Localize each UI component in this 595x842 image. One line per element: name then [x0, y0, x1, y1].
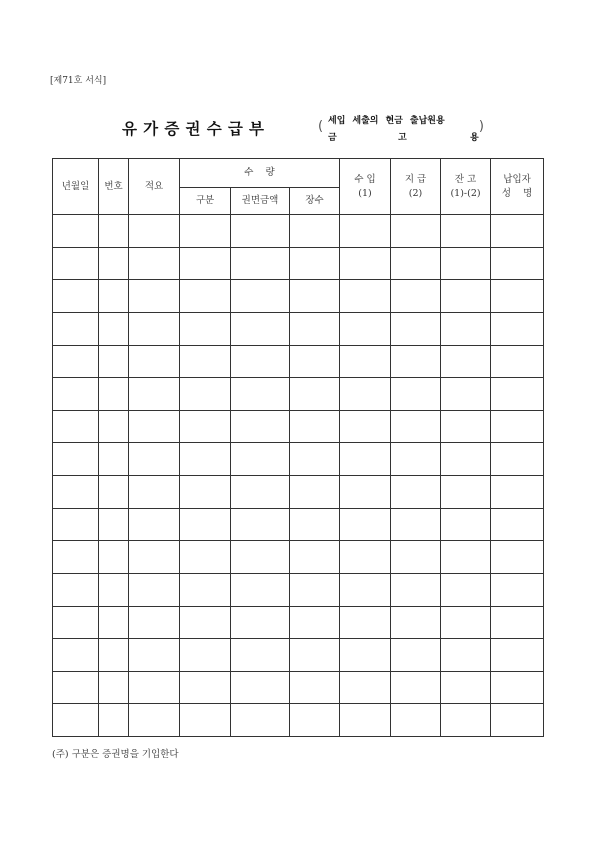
- table-cell[interactable]: [391, 345, 441, 378]
- table-cell[interactable]: [340, 606, 391, 639]
- table-cell[interactable]: [290, 508, 340, 541]
- table-cell[interactable]: [99, 573, 129, 606]
- table-cell[interactable]: [180, 606, 231, 639]
- table-cell[interactable]: [391, 639, 441, 672]
- table-cell[interactable]: [53, 704, 99, 737]
- table-cell[interactable]: [99, 541, 129, 574]
- table-row: [53, 443, 544, 476]
- table-cell[interactable]: [491, 704, 544, 737]
- table-cell[interactable]: [180, 280, 231, 313]
- table-cell[interactable]: [99, 312, 129, 345]
- table-cell[interactable]: [99, 639, 129, 672]
- purpose-word: 세출의: [352, 116, 379, 126]
- table-cell[interactable]: [391, 410, 441, 443]
- table-cell[interactable]: [441, 280, 491, 313]
- close-parenthesis: ): [478, 119, 484, 134]
- table-cell[interactable]: [99, 410, 129, 443]
- table-cell[interactable]: [340, 280, 391, 313]
- table-cell[interactable]: [129, 345, 180, 378]
- table-cell[interactable]: [53, 443, 99, 476]
- securities-ledger-table: [52, 158, 544, 737]
- table-cell[interactable]: [231, 247, 290, 280]
- table-cell[interactable]: [491, 443, 544, 476]
- table-cell[interactable]: [180, 215, 231, 248]
- table-cell[interactable]: [340, 215, 391, 248]
- table-cell[interactable]: [391, 443, 441, 476]
- purpose-word: 출납원용: [409, 116, 445, 126]
- table-cell[interactable]: [441, 476, 491, 509]
- table-cell[interactable]: [290, 443, 340, 476]
- table-cell[interactable]: [180, 476, 231, 509]
- table-cell[interactable]: [290, 639, 340, 672]
- table-row: [53, 312, 544, 345]
- table-cell[interactable]: [180, 378, 231, 411]
- table-cell[interactable]: [99, 443, 129, 476]
- document-title: 유가증권수급부: [122, 120, 271, 138]
- table-cell[interactable]: [340, 378, 391, 411]
- table-cell[interactable]: [290, 247, 340, 280]
- table-cell[interactable]: [491, 508, 544, 541]
- table-cell[interactable]: [180, 639, 231, 672]
- header-category: 구분: [180, 188, 231, 215]
- table-cell[interactable]: [231, 606, 290, 639]
- table-cell[interactable]: [53, 671, 99, 704]
- header-payee: [491, 159, 544, 215]
- table-cell[interactable]: [231, 541, 290, 574]
- table-cell[interactable]: [340, 541, 391, 574]
- table-row: [53, 476, 544, 509]
- table-cell[interactable]: [340, 345, 391, 378]
- table-cell[interactable]: [441, 704, 491, 737]
- table-cell[interactable]: [231, 476, 290, 509]
- table-cell[interactable]: [391, 378, 441, 411]
- table-row: [53, 573, 544, 606]
- table-row: [53, 280, 544, 313]
- table-cell[interactable]: [290, 476, 340, 509]
- header-receipt-formula: (1): [358, 187, 372, 199]
- table-row: [53, 345, 544, 378]
- table-cell[interactable]: [231, 704, 290, 737]
- table-cell[interactable]: [441, 541, 491, 574]
- table-cell[interactable]: [99, 345, 129, 378]
- header-quantity: 수 량: [180, 159, 340, 188]
- table-cell[interactable]: [441, 639, 491, 672]
- table-cell[interactable]: [491, 541, 544, 574]
- table-cell[interactable]: [231, 280, 290, 313]
- table-cell[interactable]: [391, 508, 441, 541]
- table-cell[interactable]: [53, 345, 99, 378]
- table-cell[interactable]: [441, 247, 491, 280]
- open-parenthesis: (: [318, 119, 324, 134]
- table-cell[interactable]: [391, 541, 441, 574]
- table-cell[interactable]: [53, 410, 99, 443]
- table-cell[interactable]: [129, 639, 180, 672]
- usage-purpose-note: [318, 110, 484, 146]
- purpose-word: 용: [470, 133, 479, 143]
- table-cell[interactable]: [441, 573, 491, 606]
- table-cell[interactable]: [53, 312, 99, 345]
- table-cell[interactable]: [129, 573, 180, 606]
- table-cell[interactable]: [491, 215, 544, 248]
- header-balance-formula: (1)-(2): [450, 187, 481, 199]
- table-cell[interactable]: [129, 606, 180, 639]
- footnote: (주) 구분은 증권명을 기입한다: [52, 749, 179, 760]
- table-cell[interactable]: [99, 606, 129, 639]
- header-balance-label: 잔 고: [454, 173, 477, 185]
- header-description: 적요: [129, 159, 180, 215]
- table-cell[interactable]: [129, 704, 180, 737]
- table-cell[interactable]: [180, 573, 231, 606]
- table-cell[interactable]: [129, 671, 180, 704]
- table-cell[interactable]: [231, 378, 290, 411]
- table-cell[interactable]: [391, 476, 441, 509]
- table-cell[interactable]: [53, 247, 99, 280]
- table-row: [53, 215, 544, 248]
- table-cell[interactable]: [129, 476, 180, 509]
- table-cell[interactable]: [231, 410, 290, 443]
- table-cell[interactable]: [491, 345, 544, 378]
- table-cell[interactable]: [491, 573, 544, 606]
- table-cell[interactable]: [441, 443, 491, 476]
- table-cell[interactable]: [340, 247, 391, 280]
- table-cell[interactable]: [290, 573, 340, 606]
- table-cell[interactable]: [180, 345, 231, 378]
- table-cell[interactable]: [129, 508, 180, 541]
- table-cell[interactable]: [391, 704, 441, 737]
- table-cell[interactable]: [391, 312, 441, 345]
- table-cell[interactable]: [180, 443, 231, 476]
- table-cell[interactable]: [53, 280, 99, 313]
- table-cell[interactable]: [99, 704, 129, 737]
- table-cell[interactable]: [180, 541, 231, 574]
- table-cell[interactable]: [441, 410, 491, 443]
- table-cell[interactable]: [441, 671, 491, 704]
- table-cell[interactable]: [231, 573, 290, 606]
- table-cell[interactable]: [290, 312, 340, 345]
- table-cell[interactable]: [491, 606, 544, 639]
- purpose-word: 금: [328, 133, 337, 143]
- header-sheet-count: 장수: [290, 188, 340, 215]
- table-cell[interactable]: [129, 443, 180, 476]
- table-cell[interactable]: [53, 476, 99, 509]
- table-cell[interactable]: [441, 215, 491, 248]
- table-cell[interactable]: [99, 378, 129, 411]
- table-cell[interactable]: [231, 671, 290, 704]
- table-cell[interactable]: [340, 704, 391, 737]
- header-face-value: 권면금액: [231, 188, 290, 215]
- table-cell[interactable]: [391, 280, 441, 313]
- table-cell[interactable]: [340, 639, 391, 672]
- table-cell[interactable]: [491, 247, 544, 280]
- table-cell[interactable]: [99, 247, 129, 280]
- table-cell[interactable]: [290, 345, 340, 378]
- table-cell[interactable]: [290, 541, 340, 574]
- table-cell[interactable]: [441, 312, 491, 345]
- header-payment: [391, 159, 441, 215]
- table-cell[interactable]: [129, 215, 180, 248]
- table-cell[interactable]: [180, 410, 231, 443]
- table-cell[interactable]: [129, 312, 180, 345]
- table-cell[interactable]: [340, 410, 391, 443]
- table-cell[interactable]: [340, 312, 391, 345]
- table-cell[interactable]: [491, 410, 544, 443]
- table-row: [53, 508, 544, 541]
- purpose-word: 고: [398, 133, 407, 143]
- table-cell[interactable]: [391, 247, 441, 280]
- table-cell[interactable]: [180, 704, 231, 737]
- purpose-word: 세입: [328, 116, 346, 126]
- header-receipt-label: 수 입: [354, 173, 376, 185]
- table-cell[interactable]: [340, 573, 391, 606]
- table-cell[interactable]: [231, 312, 290, 345]
- table-cell[interactable]: [99, 280, 129, 313]
- table-cell[interactable]: [53, 573, 99, 606]
- table-cell[interactable]: [129, 378, 180, 411]
- header-payment-formula: (2): [408, 187, 423, 199]
- table-row: [53, 671, 544, 704]
- table-row: [53, 639, 544, 672]
- table-cell[interactable]: [491, 639, 544, 672]
- purpose-line-1: [328, 113, 452, 126]
- table-cell[interactable]: [53, 541, 99, 574]
- header-receipt: [340, 159, 391, 215]
- header-number: 번호: [99, 159, 129, 215]
- table-cell[interactable]: [99, 215, 129, 248]
- table-cell[interactable]: [231, 639, 290, 672]
- table-row: [53, 541, 544, 574]
- table-cell[interactable]: [391, 606, 441, 639]
- table-row: [53, 378, 544, 411]
- table-cell[interactable]: [180, 247, 231, 280]
- table-cell[interactable]: [53, 378, 99, 411]
- table-cell[interactable]: [441, 345, 491, 378]
- table-cell[interactable]: [391, 215, 441, 248]
- header-date: 년월일: [53, 159, 99, 215]
- table-cell[interactable]: [129, 410, 180, 443]
- table-cell[interactable]: [129, 280, 180, 313]
- table-cell[interactable]: [231, 215, 290, 248]
- table-cell[interactable]: [290, 410, 340, 443]
- purpose-word: 현금: [385, 116, 403, 126]
- table-cell[interactable]: [180, 671, 231, 704]
- table-cell[interactable]: [391, 671, 441, 704]
- table-cell[interactable]: [129, 541, 180, 574]
- table-cell[interactable]: [53, 508, 99, 541]
- table-cell[interactable]: [53, 639, 99, 672]
- table-cell[interactable]: [491, 671, 544, 704]
- table-cell[interactable]: [99, 671, 129, 704]
- header-payee-name-label: 성 명: [501, 187, 533, 199]
- table-cell[interactable]: [290, 606, 340, 639]
- table-cell[interactable]: [340, 476, 391, 509]
- table-cell[interactable]: [391, 573, 441, 606]
- table-cell[interactable]: [441, 508, 491, 541]
- table-row: [53, 704, 544, 737]
- table-cell[interactable]: [99, 508, 129, 541]
- table-cell[interactable]: [340, 508, 391, 541]
- table-cell[interactable]: [491, 312, 544, 345]
- table-cell[interactable]: [129, 247, 180, 280]
- table-cell[interactable]: [290, 671, 340, 704]
- table-cell[interactable]: [290, 215, 340, 248]
- table-cell[interactable]: [53, 215, 99, 248]
- table-cell[interactable]: [180, 508, 231, 541]
- header-balance: [441, 159, 491, 215]
- table-cell[interactable]: [231, 508, 290, 541]
- table-cell[interactable]: [340, 671, 391, 704]
- table-cell[interactable]: [180, 312, 231, 345]
- header-payment-label: 지 급: [404, 173, 427, 185]
- table-cell[interactable]: [441, 378, 491, 411]
- table-cell[interactable]: [231, 345, 290, 378]
- table-cell[interactable]: [441, 606, 491, 639]
- table-cell[interactable]: [231, 443, 290, 476]
- header-payee-label: 납입자: [503, 173, 531, 185]
- table-cell[interactable]: [340, 443, 391, 476]
- header-row-top: [53, 159, 544, 188]
- table-cell[interactable]: [491, 378, 544, 411]
- table-cell[interactable]: [53, 606, 99, 639]
- table-cell[interactable]: [290, 280, 340, 313]
- table-cell[interactable]: [491, 476, 544, 509]
- form-number-label: [제71호 서식]: [50, 76, 107, 86]
- table-cell[interactable]: [290, 704, 340, 737]
- table-cell[interactable]: [99, 476, 129, 509]
- table-cell[interactable]: [290, 378, 340, 411]
- table-row: [53, 410, 544, 443]
- table-cell[interactable]: [491, 280, 544, 313]
- table-row: [53, 247, 544, 280]
- table-row: [53, 606, 544, 639]
